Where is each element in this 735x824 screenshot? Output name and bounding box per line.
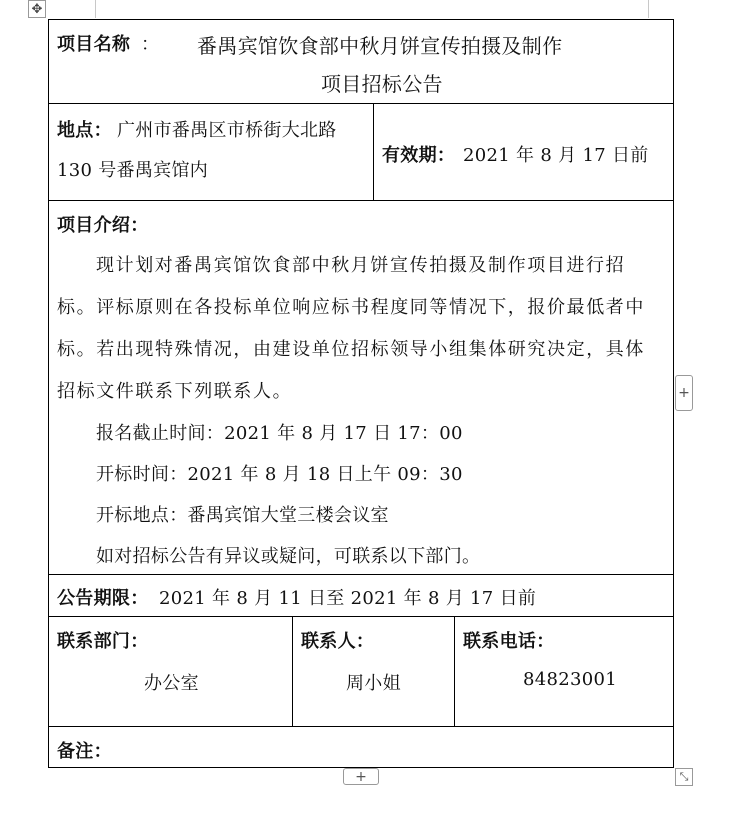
tender-notice-table (48, 19, 674, 768)
contact-person-cell (293, 617, 455, 726)
intro-para-line2: 标。评标原则在各投标单位响应标书程度同等情况下，报价最低者中 (57, 297, 645, 318)
intro-para-line3: 标。若出现特殊情况，由建设单位招标领导小组集体研究决定，具体 (57, 339, 645, 360)
remarks-row (49, 727, 673, 768)
margin-guide-right (648, 0, 649, 18)
contact-dept-cell (49, 617, 293, 726)
project-name-colon: ： (141, 34, 160, 55)
remarks-label: 备注： (57, 741, 112, 762)
objection-note: 如对招标公告有异议或疑问，可联系以下部门。 (96, 546, 481, 567)
signup-deadline: 报名截止时间：2021 年 8 月 17 日 17：00 (96, 423, 463, 444)
project-name-line2: 项目招标公告 (321, 72, 443, 96)
location-cell (49, 104, 374, 200)
contact-phone-value: 84823001 (523, 669, 618, 690)
location-label: 地点： (57, 120, 112, 141)
project-name-label: 项目名称 (57, 34, 131, 55)
validity-cell (374, 104, 674, 200)
contact-person-value: 周小姐 (346, 673, 401, 694)
intro-para-line4: 招标文件联系下列联系人。 (57, 381, 293, 402)
location-value-line1: 广州市番禺区市桥街大北路 (117, 120, 337, 141)
title-row (49, 20, 673, 104)
validity-label: 有效期： (382, 145, 456, 166)
bid-open-place: 开标地点：番禺宾馆大堂三楼会议室 (96, 505, 389, 526)
validity-value: 2021 年 8 月 17 日前 (463, 145, 649, 166)
table-resize-handle-icon[interactable]: ⤡ (675, 768, 693, 786)
period-label: 公告期限： (57, 588, 149, 609)
contact-row (49, 617, 673, 727)
add-column-button[interactable]: + (675, 375, 693, 411)
contact-phone-cell (455, 617, 674, 726)
table-move-handle-icon[interactable]: ✥ (28, 0, 46, 18)
period-row (49, 575, 673, 617)
bid-open-time: 开标时间：2021 年 8 月 18 日上午 09：30 (96, 464, 463, 485)
contact-person-label: 联系人： (301, 631, 375, 652)
contact-dept-label: 联系部门： (57, 631, 149, 652)
location-value-line2: 130 号番禺宾馆内 (57, 160, 209, 181)
intro-label: 项目介绍： (57, 215, 149, 236)
contact-dept-value: 办公室 (144, 673, 199, 694)
intro-para-line1: 现计划对番禺宾馆饮食部中秋月饼宣传拍摄及制作项目进行招 (96, 255, 626, 276)
margin-guide-left (95, 0, 96, 18)
location-row (49, 104, 673, 201)
project-name-line1: 番禺宾馆饮食部中秋月饼宣传拍摄及制作 (197, 34, 563, 58)
contact-phone-label: 联系电话： (463, 631, 555, 652)
intro-row (49, 201, 673, 575)
period-value: 2021 年 8 月 11 日至 2021 年 8 月 17 日前 (159, 588, 537, 609)
add-row-button[interactable]: + (343, 768, 379, 785)
